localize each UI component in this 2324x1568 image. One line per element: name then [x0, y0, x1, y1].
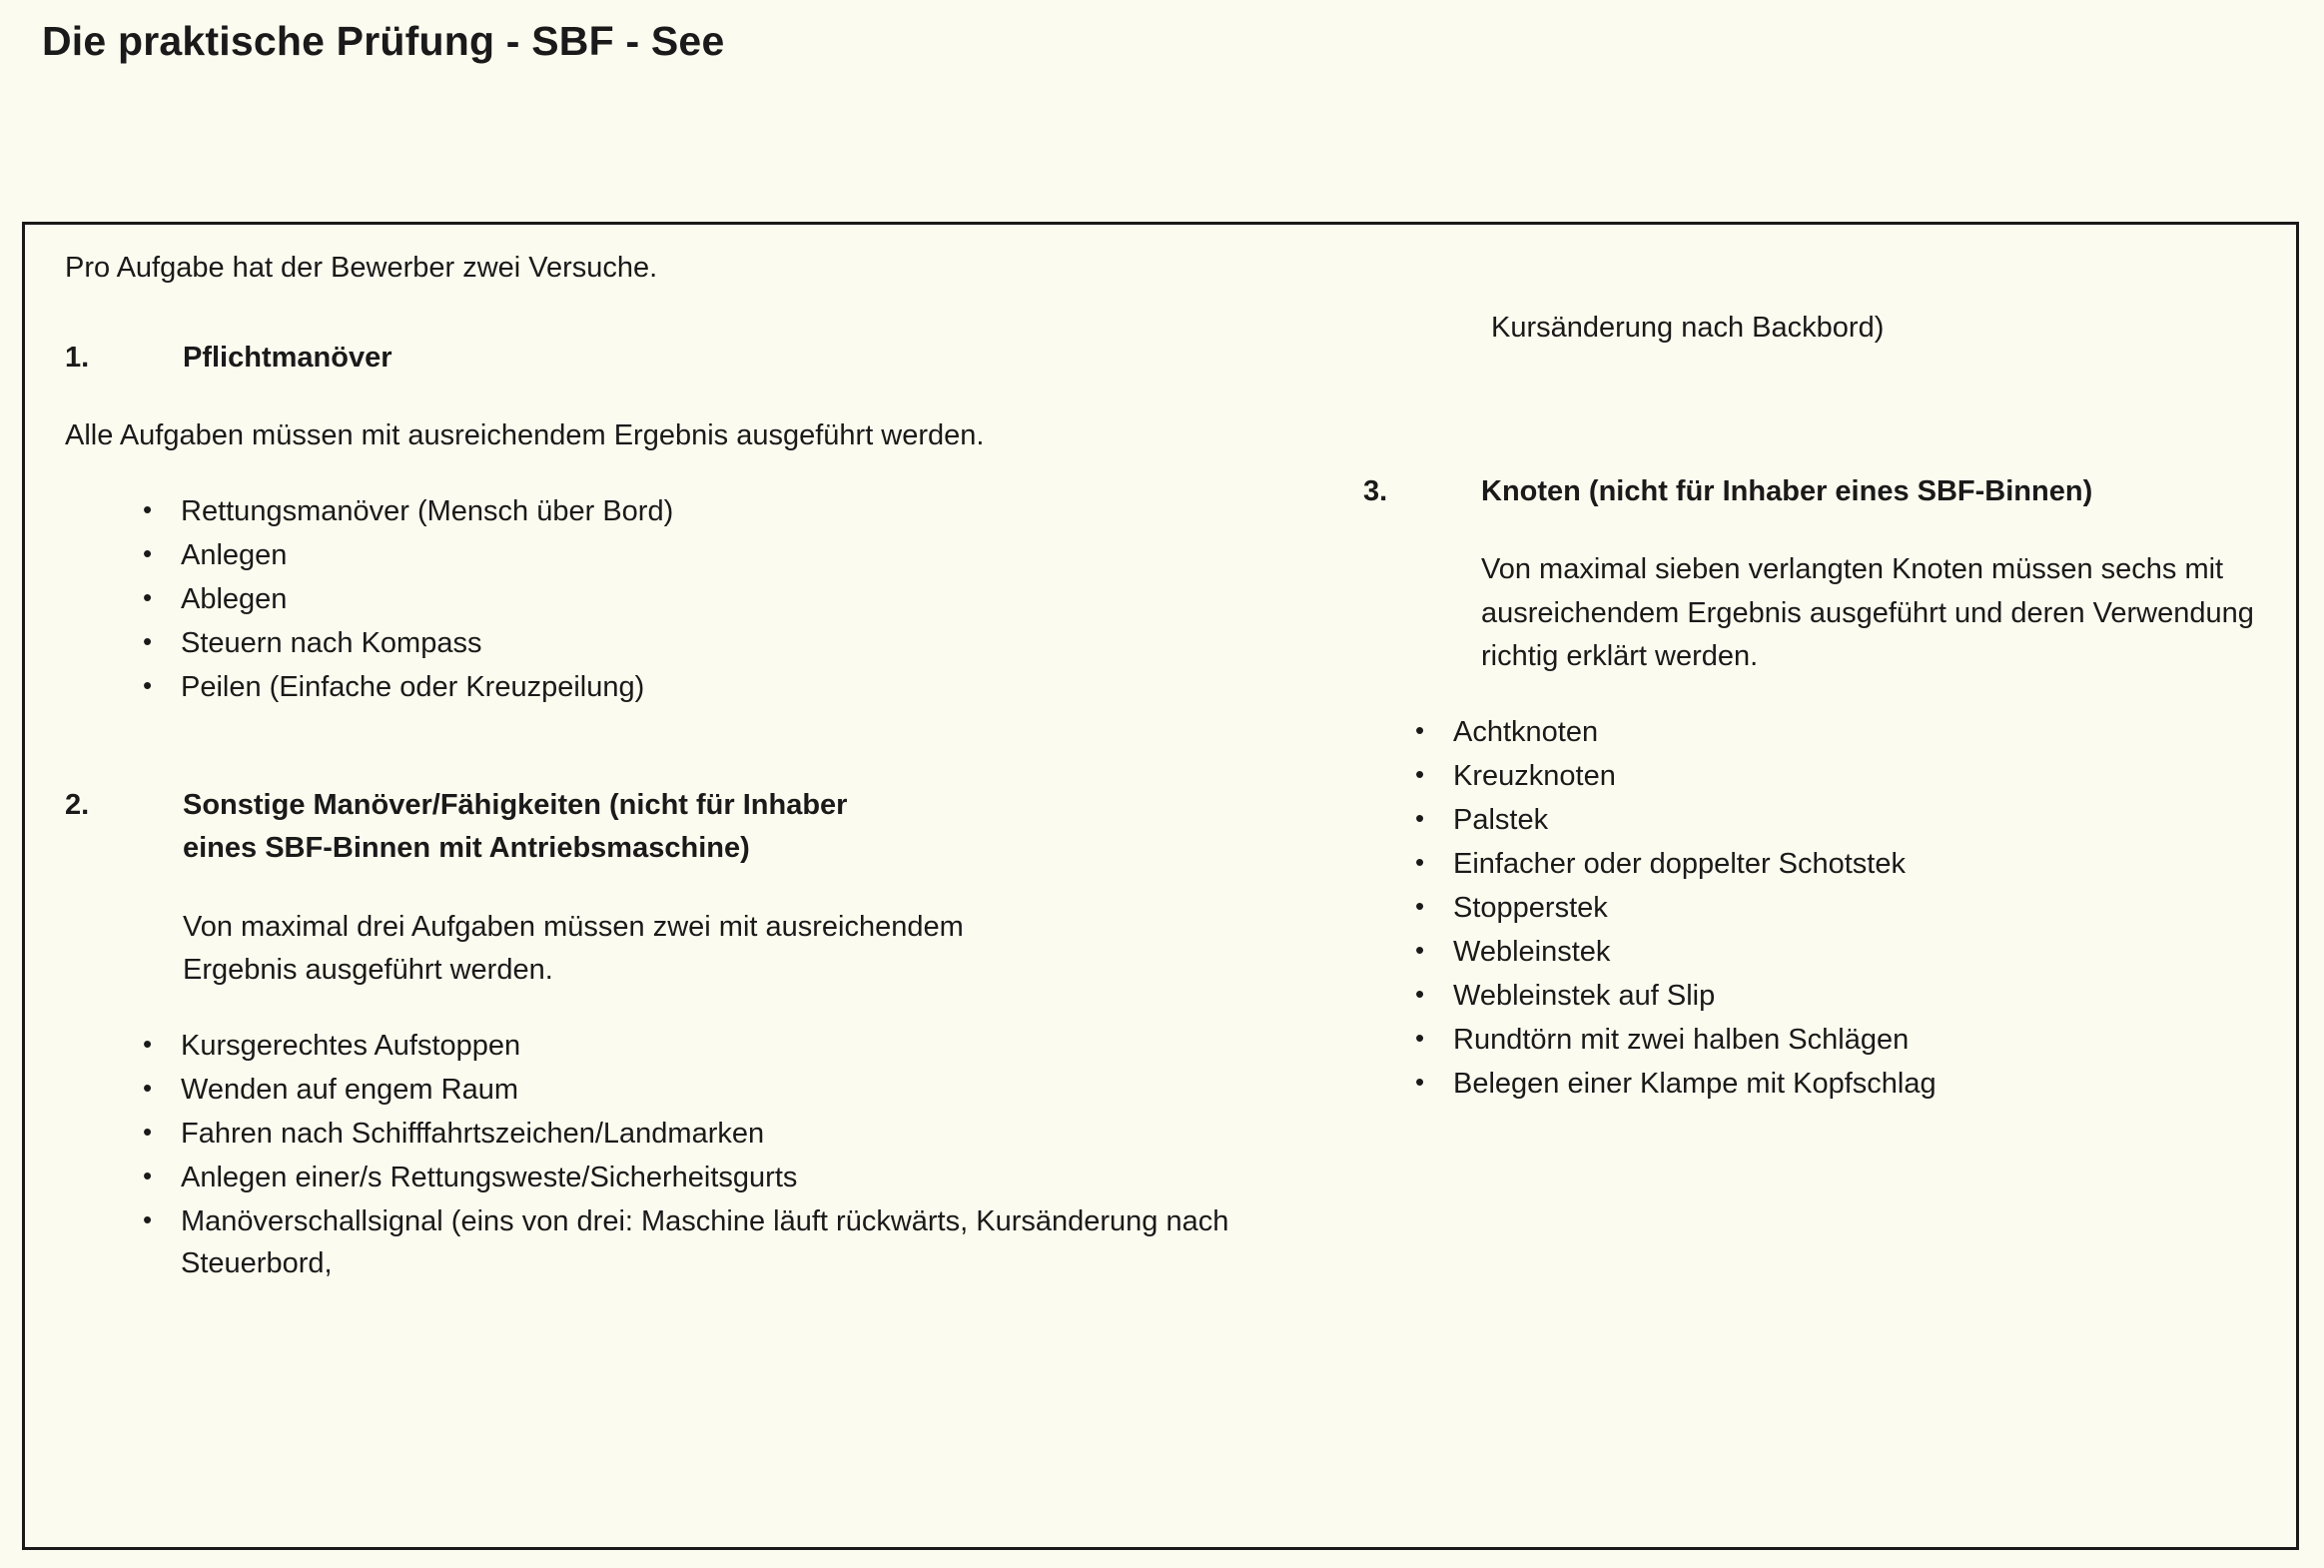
list-item: • Fahren nach Schifffahrtszeichen/Landmarken: [135, 1113, 1293, 1155]
left-column: [25, 225, 1323, 1547]
section-1-number: 1.: [65, 341, 90, 374]
list-item: • Einfacher oder doppelter Schotstek: [1407, 843, 2272, 885]
section-spacer: [45, 710, 1293, 784]
section-1-heading-row: [65, 337, 1293, 380]
list-item: • Rundtörn mit zwei halben Schlägen: [1407, 1019, 2272, 1061]
section-2-paragraph: Von maximal drei Aufgaben müssen zwei mit ausreichendem Ergebnis ausgeführt werden.: [183, 910, 964, 987]
list-item: • Steuern nach Kompass: [135, 622, 1293, 664]
list-item: • Palstek: [1407, 799, 2272, 841]
section-2-number: 2.: [65, 789, 90, 822]
section-1-heading: Pflichtmanöver: [183, 341, 392, 374]
section-1-list: [45, 490, 1293, 708]
section-2-continuation: Kursänderung nach Backbord): [1491, 312, 1885, 344]
two-column-layout: [25, 225, 2296, 1547]
section-1-paragraph: Alle Aufgaben müssen mit ausreichendem Ergebnis ausgeführt werden.: [65, 419, 985, 452]
list-item: • Stopperstek: [1407, 887, 2272, 929]
section-3-number: 3.: [1363, 474, 1388, 507]
list-item: • Kreuzknoten: [1407, 755, 2272, 797]
list-item: • Manöverschallsignal (eins von drei: Maschine läuft rückwärts, Kursänderung nach Steuerbord,: [135, 1200, 1293, 1284]
list-item: • Kursgerechtes Aufstoppen: [135, 1025, 1293, 1067]
list-item: • Belegen einer Klampe mit Kopfschlag: [1407, 1063, 2272, 1105]
right-column: [1323, 225, 2299, 1547]
intro-text: Pro Aufgabe hat der Bewerber zwei Versuche.: [65, 252, 658, 284]
list-item: • Peilen (Einfache oder Kreuzpeilung): [135, 666, 1293, 708]
list-item: • Anlegen einer/s Rettungsweste/Sicherheitsgurts: [135, 1157, 1293, 1198]
list-item: • Rettungsmanöver (Mensch über Bord): [135, 490, 1293, 532]
list-item: • Webleinstek auf Slip: [1407, 975, 2272, 1017]
section-2-list: [45, 1025, 1293, 1284]
section-2-heading: Sonstige Manöver/Fähigkeiten (nicht für Inhaber eines SBF-Binnen mit Antriebsmaschine): [183, 789, 848, 865]
section-3-paragraph: Von maximal sieben verlangten Knoten müssen sechs mit ausreichendem Ergebnis ausgeführt und deren Verwendung richtig erklärt werden.: [1481, 553, 2254, 673]
section-3-block: [1343, 470, 2272, 1106]
content-box: [22, 222, 2299, 1550]
section-2-heading-row: [65, 784, 1293, 870]
list-item: • Anlegen: [135, 534, 1293, 576]
list-item: • Wenden auf engem Raum: [135, 1069, 1293, 1111]
page-title: Die praktische Prüfung - SBF - See: [42, 18, 725, 64]
section-3-list: [1343, 711, 2272, 1105]
list-item: • Ablegen: [135, 578, 1293, 620]
list-item: • Webleinstek: [1407, 931, 2272, 973]
list-item: • Achtknoten: [1407, 711, 2272, 753]
section-3-heading-row: [1363, 470, 2272, 513]
section-3-heading: Knoten (nicht für Inhaber eines SBF-Binnen): [1481, 474, 2093, 507]
